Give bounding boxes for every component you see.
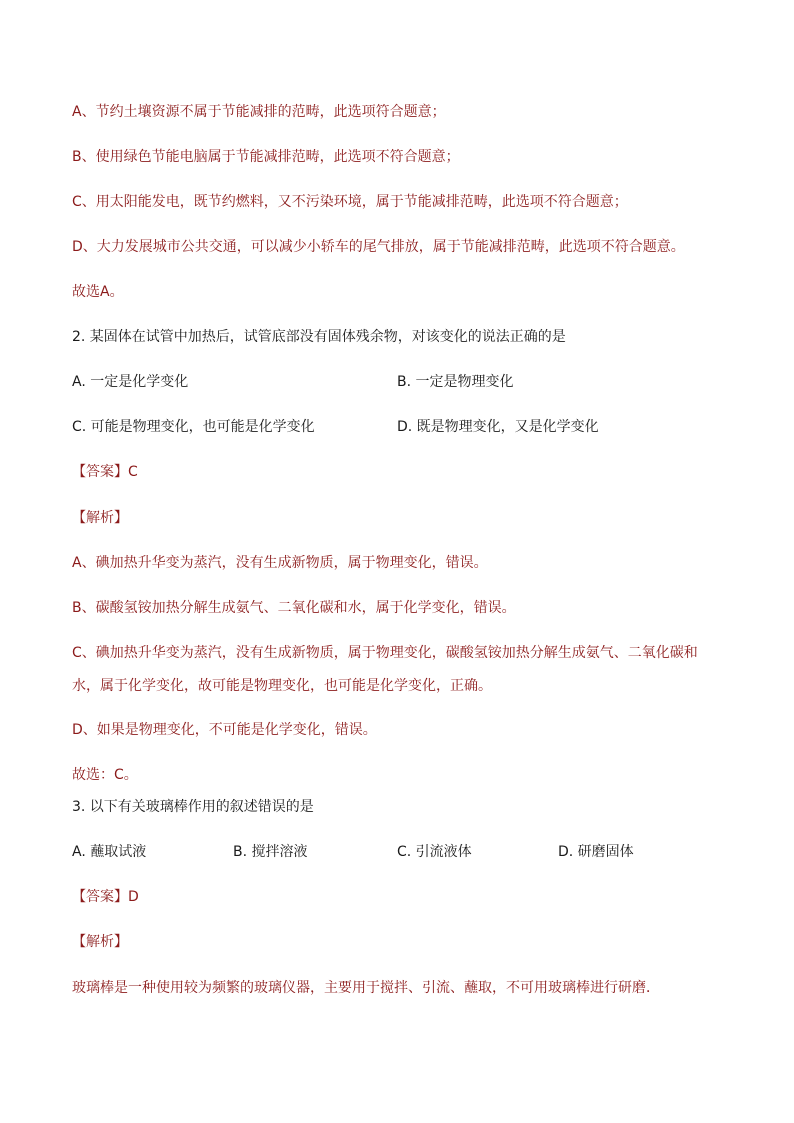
q1-analysis-option-d: D、大力发展城市公共交通，可以减少小轿车的尾气排放，属于节能减排范畴，此选项不符合题意。 [72, 239, 685, 255]
q3-answer-label: 【答案】 [72, 889, 128, 905]
q2-answer-value: C [128, 464, 138, 480]
q2-conclusion: 故选：C。 [72, 767, 138, 783]
q2-answer [72, 462, 138, 482]
q2-option-d: D. 既是物理变化，又是化学变化 [397, 419, 599, 435]
q1-analysis-option-b: B、使用绿色节能电脑属于节能减排范畴，此选项不符合题意； [72, 149, 460, 165]
q2-analysis-option-b: B、碳酸氢铵加热分解生成氨气、二氧化碳和水，属于化学变化，错误。 [72, 600, 516, 616]
q3-option-c: C. 引流液体 [397, 844, 472, 860]
q3-analysis-label: 【解析】 [72, 934, 128, 950]
q1-analysis-option-c: C、用太阳能发电，既节约燃料，又不污染环境，属于节能减排范畴，此选项不符合题意； [72, 194, 628, 210]
q3-option-d: D. 研磨固体 [558, 844, 634, 860]
q2-option-a: A. 一定是化学变化 [72, 374, 189, 390]
q2-analysis-option-d: D、如果是物理变化，不可能是化学变化，错误。 [72, 722, 377, 738]
q3-stem: 3. 以下有关玻璃棒作用的叙述错误的是 [72, 799, 314, 815]
q1-conclusion: 故选A。 [72, 284, 124, 300]
q2-analysis-option-a: A、碘加热升华变为蒸汽，没有生成新物质，属于物理变化，错误。 [72, 555, 488, 571]
q2-analysis-option-c-line1: C、碘加热升华变为蒸汽，没有生成新物质，属于物理变化，碳酸氢铵加热分解生成氨气、二氧化碳和 [72, 645, 698, 661]
q3-option-a: A. 蘸取试液 [72, 844, 147, 860]
q2-analysis-option-c-line2: 水，属于化学变化，故可能是物理变化，也可能是化学变化，正确。 [72, 678, 492, 694]
q2-stem: 2. 某固体在试管中加热后，试管底部没有固体残余物，对该变化的说法正确的是 [72, 329, 566, 345]
q3-answer-value: D [128, 889, 139, 905]
q2-option-c: C. 可能是物理变化，也可能是化学变化 [72, 419, 315, 435]
q3-option-b: B. 搅拌溶液 [233, 844, 308, 860]
q1-analysis-option-a: A、节约土壤资源不属于节能减排的范畴，此选项符合题意； [72, 104, 446, 120]
q3-answer [72, 887, 139, 907]
q2-option-b: B. 一定是物理变化 [397, 374, 514, 390]
q3-analysis-text: 玻璃棒是一种使用较为频繁的玻璃仪器，主要用于搅拌、引流、蘸取，不可用玻璃棒进行研磨． [72, 980, 660, 996]
q2-analysis-label: 【解析】 [72, 510, 128, 526]
q2-answer-label: 【答案】 [72, 464, 128, 480]
